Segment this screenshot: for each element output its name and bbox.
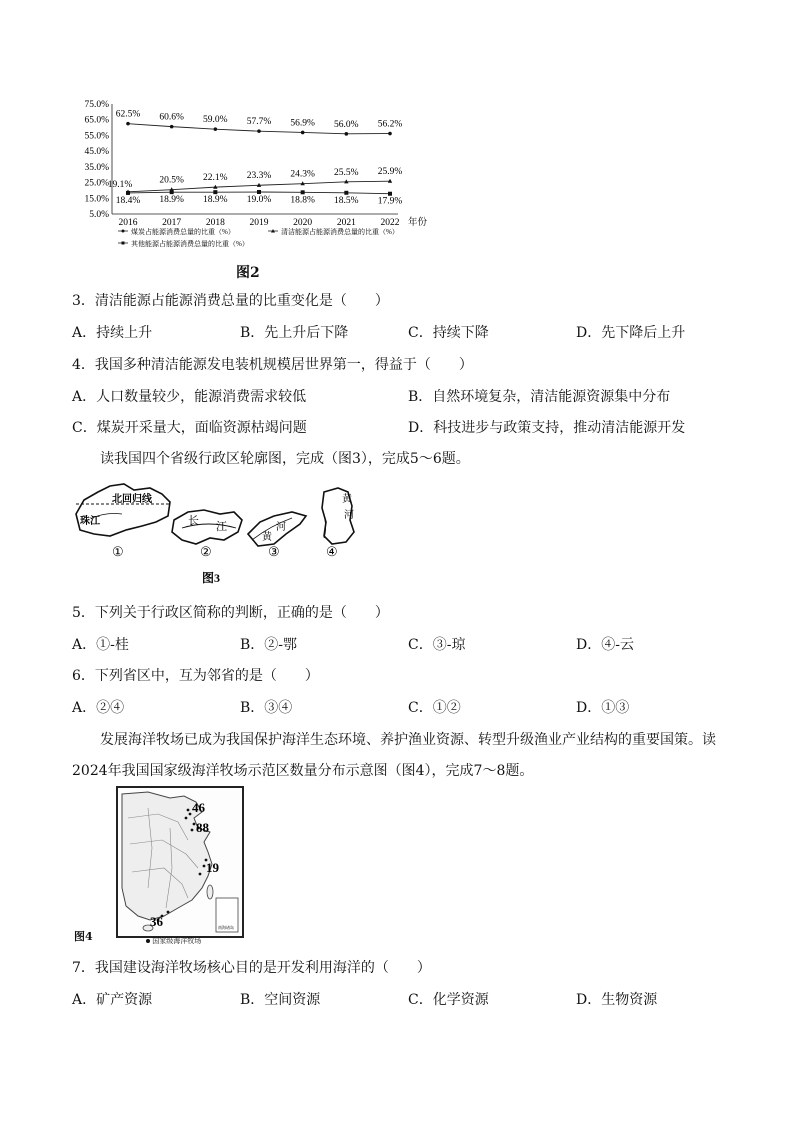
series-point bbox=[126, 122, 130, 126]
x-tick-label: 2022 bbox=[380, 218, 400, 228]
q5-option-a[interactable]: A．①-桂 bbox=[72, 637, 129, 653]
y-tick-label: 35.0% bbox=[84, 162, 109, 173]
figure3-caption: 图3 bbox=[202, 571, 221, 585]
data-label: 19.1% bbox=[107, 179, 133, 190]
data-label: 23.3% bbox=[246, 171, 272, 182]
q3-stem: 3．清洁能源占能源消费总量的比重变化是（ ） bbox=[72, 293, 389, 309]
y-tick-label: 65.0% bbox=[84, 115, 109, 126]
label-chang: 长 bbox=[188, 515, 199, 527]
series-point bbox=[170, 190, 174, 194]
x-tick-label: 2020 bbox=[293, 218, 313, 228]
legend-label: 国家级海洋牧场 bbox=[152, 937, 202, 945]
q4-option-d[interactable]: D．科技进步与政策支持，推动清洁能源开发 bbox=[408, 420, 686, 436]
data-label: 18.9% bbox=[159, 195, 184, 206]
x-tick-label: 2021 bbox=[336, 218, 356, 228]
q7-option-d[interactable]: D．生物资源 bbox=[576, 992, 658, 1008]
count-bohai: 88 bbox=[196, 820, 209, 835]
x-tick-label: 2017 bbox=[162, 218, 182, 228]
series-point bbox=[344, 191, 348, 195]
figure2-caption: 图2 bbox=[236, 265, 260, 281]
label-pearl-river: 珠江 bbox=[80, 516, 100, 527]
series-point bbox=[388, 192, 392, 196]
inset-label: 南海诸岛 bbox=[218, 925, 234, 930]
x-tick-label: 2016 bbox=[118, 218, 138, 228]
y-tick-label: 55.0% bbox=[84, 131, 109, 142]
q5-stem: 5．下列关于行政区简称的判断，正确的是（ ） bbox=[72, 605, 389, 621]
q6-option-c[interactable]: C．①② bbox=[408, 700, 461, 716]
data-label: 56.2% bbox=[377, 119, 403, 130]
legend-label: 清洁能源占能源消费总量的比重（%） bbox=[281, 228, 399, 236]
count-south: 36 bbox=[150, 914, 163, 929]
series-point bbox=[257, 190, 261, 194]
data-label: 22.1% bbox=[203, 173, 228, 184]
data-label: 24.3% bbox=[290, 169, 315, 180]
series-point bbox=[213, 190, 217, 194]
y-tick-label: 25.0% bbox=[84, 178, 109, 189]
data-label: 59.0% bbox=[203, 115, 228, 126]
data-label: 18.9% bbox=[203, 195, 228, 206]
x-tick-label: 2019 bbox=[249, 218, 269, 228]
figure4-caption: 图4 bbox=[74, 930, 93, 943]
number-2: ② bbox=[200, 544, 212, 559]
y-tick-label: 15.0% bbox=[84, 194, 109, 205]
q6-stem: 6．下列省区中，互为邻省的是（ ） bbox=[72, 668, 319, 684]
intro-q5-6: 读我国四个省级行政区轮廓图，完成（图3），完成5～6题。 bbox=[100, 451, 470, 467]
data-label: 56.9% bbox=[290, 118, 315, 129]
intro-q7-8-line2: 2024年我国国家级海洋牧场示范区数量分布示意图（图4），完成7～8题。 bbox=[72, 763, 534, 779]
label-huang: 黄 bbox=[262, 532, 272, 543]
data-label: 18.4% bbox=[115, 195, 141, 206]
series-point bbox=[214, 127, 218, 131]
data-label: 56.0% bbox=[334, 119, 359, 130]
series-point bbox=[345, 132, 349, 136]
q6-option-a[interactable]: A．②④ bbox=[72, 700, 125, 716]
series-point bbox=[257, 129, 261, 133]
figure4-legend bbox=[146, 936, 201, 946]
data-label: 18.5% bbox=[334, 195, 359, 206]
legend-marker bbox=[122, 230, 125, 233]
legend-label: 其他能源占能源消费总量的比重（%） bbox=[131, 240, 249, 248]
y-tick-label: 75.0% bbox=[84, 100, 109, 110]
label-jiang: 江 bbox=[216, 521, 227, 533]
q4-option-c[interactable]: C．煤炭开采量大，面临资源枯竭问题 bbox=[72, 420, 307, 436]
q6-option-d[interactable]: D．①③ bbox=[576, 700, 630, 716]
q4-option-a[interactable]: A．人口数量较少，能源消费需求较低 bbox=[72, 389, 307, 405]
intro-q7-8-line1: 发展海洋牧场已成为我国保护海洋生态环境、养护渔业资源、转型升级渔业产业结构的重要国策。读 bbox=[100, 732, 716, 748]
series-point bbox=[301, 190, 305, 194]
data-label: 57.7% bbox=[246, 117, 272, 128]
q5-option-d[interactable]: D．④-云 bbox=[576, 637, 634, 653]
q7-stem: 7．我国建设海洋牧场核心目的是开发利用海洋的（ ） bbox=[72, 960, 431, 976]
data-label: 20.5% bbox=[159, 175, 184, 186]
q3-option-d[interactable]: D．先下降后上升 bbox=[576, 325, 686, 341]
x-tick-label: 2018 bbox=[205, 218, 225, 228]
data-label: 62.5% bbox=[115, 109, 141, 120]
q7-option-c[interactable]: C．化学资源 bbox=[408, 992, 489, 1008]
q6-option-b[interactable]: B．③④ bbox=[240, 700, 293, 716]
q7-option-a[interactable]: A．矿产资源 bbox=[72, 992, 153, 1008]
q7-option-b[interactable]: B．空间资源 bbox=[240, 992, 321, 1008]
series-point bbox=[301, 131, 305, 135]
label-huang-2: 黄 bbox=[342, 494, 352, 505]
y-tick-label: 45.0% bbox=[84, 147, 109, 158]
count-north: 46 bbox=[192, 800, 205, 815]
data-label: 60.6% bbox=[159, 112, 184, 123]
figure2-chart bbox=[68, 96, 438, 256]
number-3: ③ bbox=[268, 544, 280, 559]
data-label: 17.9% bbox=[377, 196, 403, 207]
x-unit-label: 年份 bbox=[408, 218, 428, 228]
series-point bbox=[126, 191, 130, 195]
legend-dot-icon bbox=[146, 939, 150, 943]
province-outline-1 bbox=[76, 484, 170, 536]
data-label: 19.0% bbox=[246, 195, 272, 205]
data-label: 25.9% bbox=[377, 167, 403, 178]
label-he-2: 河 bbox=[344, 510, 354, 521]
q3-option-a[interactable]: A．持续上升 bbox=[72, 325, 153, 341]
number-1: ① bbox=[112, 544, 124, 559]
count-east: 19 bbox=[206, 860, 219, 875]
q4-option-b[interactable]: B．自然环境复杂，清洁能源资源集中分布 bbox=[408, 389, 671, 405]
series-point bbox=[388, 132, 392, 136]
number-4: ④ bbox=[326, 544, 338, 559]
figure3-outlines bbox=[70, 478, 370, 590]
label-tropic: 北回归线 bbox=[112, 494, 152, 505]
legend-marker bbox=[122, 242, 125, 245]
data-label: 18.8% bbox=[290, 195, 315, 206]
q3-option-b[interactable]: B．先上升后下降 bbox=[240, 325, 349, 341]
data-label: 25.5% bbox=[334, 167, 359, 178]
y-tick-label: 5.0% bbox=[89, 210, 109, 220]
legend-label: 煤炭占能源消费总量的比重（%） bbox=[131, 228, 235, 236]
figure4-map bbox=[116, 786, 244, 938]
q5-option-c[interactable]: C．③-琼 bbox=[408, 637, 466, 653]
q5-option-b[interactable]: B．②-鄂 bbox=[240, 637, 298, 653]
series-point bbox=[170, 125, 174, 129]
q3-option-c[interactable]: C．持续下降 bbox=[408, 325, 489, 341]
label-he: 河 bbox=[276, 522, 286, 533]
q4-stem: 4．我国多种清洁能源发电装机规模居世界第一，得益于（ ） bbox=[72, 357, 473, 373]
